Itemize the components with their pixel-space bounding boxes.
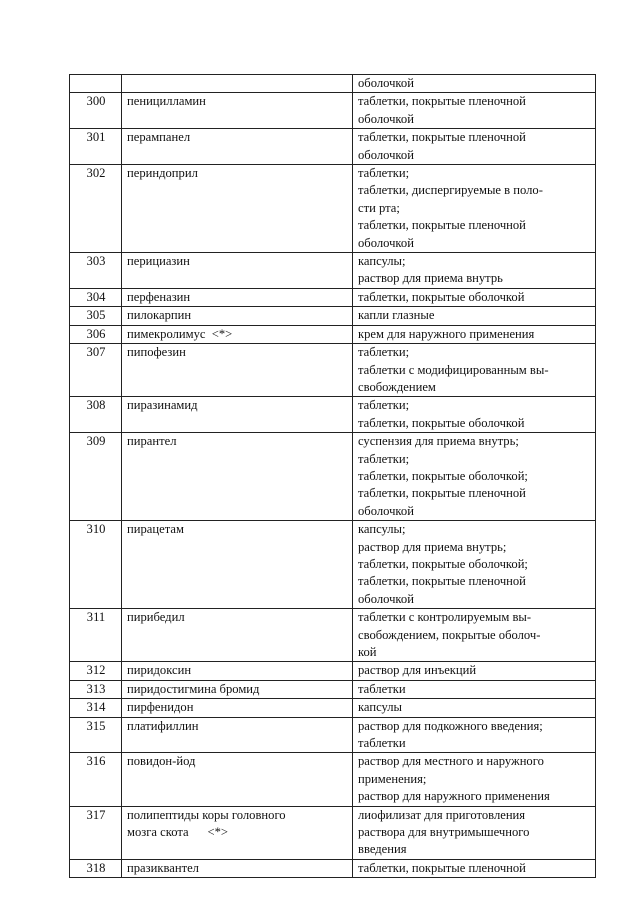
drug-name: пимекролимус <*>	[122, 325, 353, 343]
dosage-form-line: таблетки с модифицированным вы-	[358, 362, 549, 377]
table-row	[70, 288, 596, 306]
table-row	[70, 165, 596, 253]
drug-name: пиразинамид	[122, 397, 353, 433]
row-number: 317	[70, 806, 122, 859]
table-row	[70, 609, 596, 662]
table-row	[70, 325, 596, 343]
drug-name: пипофезин	[122, 344, 353, 397]
drug-name: пирантел	[122, 433, 353, 521]
drug-name: празиквантел	[122, 859, 353, 877]
row-number: 314	[70, 699, 122, 717]
dosage-form-line: свобождением	[358, 379, 436, 394]
dosage-forms	[353, 344, 596, 397]
drug-name: пеницилламин	[122, 93, 353, 129]
dosage-form-line: раствора для внутримышечного	[358, 825, 530, 840]
row-number: 305	[70, 307, 122, 325]
table-row	[70, 717, 596, 753]
dosage-form-line: оболочкой	[358, 76, 414, 90]
dosage-forms	[353, 609, 596, 662]
dosage-form-line: таблетки с контролируемым вы-	[358, 610, 532, 625]
dosage-forms	[353, 859, 596, 877]
dosage-form-line: оболочкой	[358, 147, 414, 162]
medication-table-body	[70, 75, 596, 878]
row-number: 310	[70, 521, 122, 609]
dosage-form-line: таблетки;	[358, 398, 410, 413]
dosage-form-line: таблетки, покрытые пленочной	[358, 486, 526, 501]
drug-name	[122, 75, 353, 93]
dosage-form-line: крем для наружного применения	[358, 326, 535, 341]
row-number: 303	[70, 253, 122, 289]
table-row	[70, 344, 596, 397]
dosage-form-line: таблетки, покрытые оболочкой;	[358, 556, 528, 571]
dosage-forms	[353, 288, 596, 306]
table-row	[70, 699, 596, 717]
drug-name: перампанел	[122, 129, 353, 165]
dosage-forms	[353, 662, 596, 680]
dosage-form-line: раствор для подкожного введения;	[358, 718, 543, 733]
dosage-forms	[353, 75, 596, 93]
row-number: 311	[70, 609, 122, 662]
dosage-forms	[353, 433, 596, 521]
dosage-form-line: таблетки;	[358, 166, 410, 181]
dosage-form-line: раствор для приема внутрь;	[358, 539, 507, 554]
row-number: 304	[70, 288, 122, 306]
row-number: 309	[70, 433, 122, 521]
dosage-form-line: таблетки;	[358, 345, 410, 360]
dosage-form-line: таблетки, покрытые пленочной	[358, 130, 526, 145]
dosage-forms	[353, 93, 596, 129]
dosage-forms	[353, 253, 596, 289]
dosage-form-line: суспензия для приема внутрь;	[358, 434, 519, 449]
table-row	[70, 859, 596, 877]
table-row	[70, 753, 596, 806]
dosage-forms	[353, 680, 596, 698]
table-row	[70, 806, 596, 859]
dosage-form-line: капли глазные	[358, 308, 435, 323]
row-number: 312	[70, 662, 122, 680]
dosage-form-line: введения	[358, 842, 407, 857]
dosage-form-line: капсулы;	[358, 522, 406, 537]
table-row	[70, 129, 596, 165]
dosage-form-line: таблетки, диспергируемые в поло-	[358, 183, 543, 198]
dosage-forms	[353, 307, 596, 325]
table-row	[70, 433, 596, 521]
row-number: 302	[70, 165, 122, 253]
dosage-form-line: таблетки;	[358, 451, 410, 466]
dosage-form-line: раствор для приема внутрь	[358, 271, 503, 286]
dosage-form-line: раствор для инъекций	[358, 663, 477, 678]
dosage-form-line: таблетки, покрытые пленочной	[358, 860, 526, 875]
drug-name: пиридостигмина бромид	[122, 680, 353, 698]
dosage-forms	[353, 397, 596, 433]
row-number: 307	[70, 344, 122, 397]
row-number: 318	[70, 859, 122, 877]
dosage-forms	[353, 129, 596, 165]
dosage-forms	[353, 325, 596, 343]
row-number: 308	[70, 397, 122, 433]
dosage-form-line: таблетки, покрытые пленочной	[358, 218, 526, 233]
table-row	[70, 397, 596, 433]
row-number: 306	[70, 325, 122, 343]
drug-name: периндоприл	[122, 165, 353, 253]
dosage-form-line: капсулы;	[358, 254, 406, 269]
dosage-form-line: оболочкой	[358, 503, 414, 518]
medication-table	[69, 74, 596, 878]
table-row	[70, 93, 596, 129]
dosage-form-line: лиофилизат для приготовления	[358, 807, 526, 822]
dosage-form-line: таблетки, покрытые оболочкой;	[358, 468, 528, 483]
dosage-form-line: раствор для наружного применения	[358, 789, 550, 804]
drug-name: пирфенидон	[122, 699, 353, 717]
drug-name: полипептиды коры головного мозга скота <*>	[122, 806, 353, 859]
dosage-form-line: таблетки, покрытые пленочной	[358, 94, 526, 109]
drug-name: пиридоксин	[122, 662, 353, 680]
drug-name: платифиллин	[122, 717, 353, 753]
table-row	[70, 253, 596, 289]
dosage-form-line: таблетки	[358, 681, 406, 696]
dosage-forms	[353, 806, 596, 859]
dosage-forms	[353, 165, 596, 253]
dosage-form-line: свобождением, покрытые оболоч-	[358, 627, 541, 642]
dosage-form-line: капсулы	[358, 700, 403, 715]
dosage-form-line: таблетки, покрытые пленочной	[358, 574, 526, 589]
dosage-form-line: оболочкой	[358, 591, 414, 606]
dosage-form-line: оболочкой	[358, 235, 414, 250]
dosage-form-line: применения;	[358, 771, 427, 786]
dosage-forms	[353, 521, 596, 609]
dosage-form-line: таблетки, покрытые оболочкой	[358, 289, 525, 304]
dosage-forms	[353, 699, 596, 717]
row-number: 313	[70, 680, 122, 698]
dosage-form-line: кой	[358, 645, 377, 659]
table-row	[70, 680, 596, 698]
dosage-forms	[353, 753, 596, 806]
table-row	[70, 307, 596, 325]
table-row	[70, 662, 596, 680]
row-number	[70, 75, 122, 93]
row-number: 301	[70, 129, 122, 165]
drug-name: пирацетам	[122, 521, 353, 609]
drug-name: пилокарпин	[122, 307, 353, 325]
row-number: 316	[70, 753, 122, 806]
dosage-form-line: сти рта;	[358, 200, 400, 215]
table-row	[70, 521, 596, 609]
dosage-forms	[353, 717, 596, 753]
dosage-form-line: раствор для местного и наружного	[358, 754, 544, 769]
dosage-form-line: таблетки, покрытые оболочкой	[358, 415, 525, 430]
row-number: 315	[70, 717, 122, 753]
drug-name: перфеназин	[122, 288, 353, 306]
table-row	[70, 75, 596, 93]
drug-name: повидон-йод	[122, 753, 353, 806]
dosage-form-line: таблетки	[358, 736, 406, 751]
drug-name: пирибедил	[122, 609, 353, 662]
dosage-form-line: оболочкой	[358, 111, 414, 126]
drug-name: перициазин	[122, 253, 353, 289]
row-number: 300	[70, 93, 122, 129]
